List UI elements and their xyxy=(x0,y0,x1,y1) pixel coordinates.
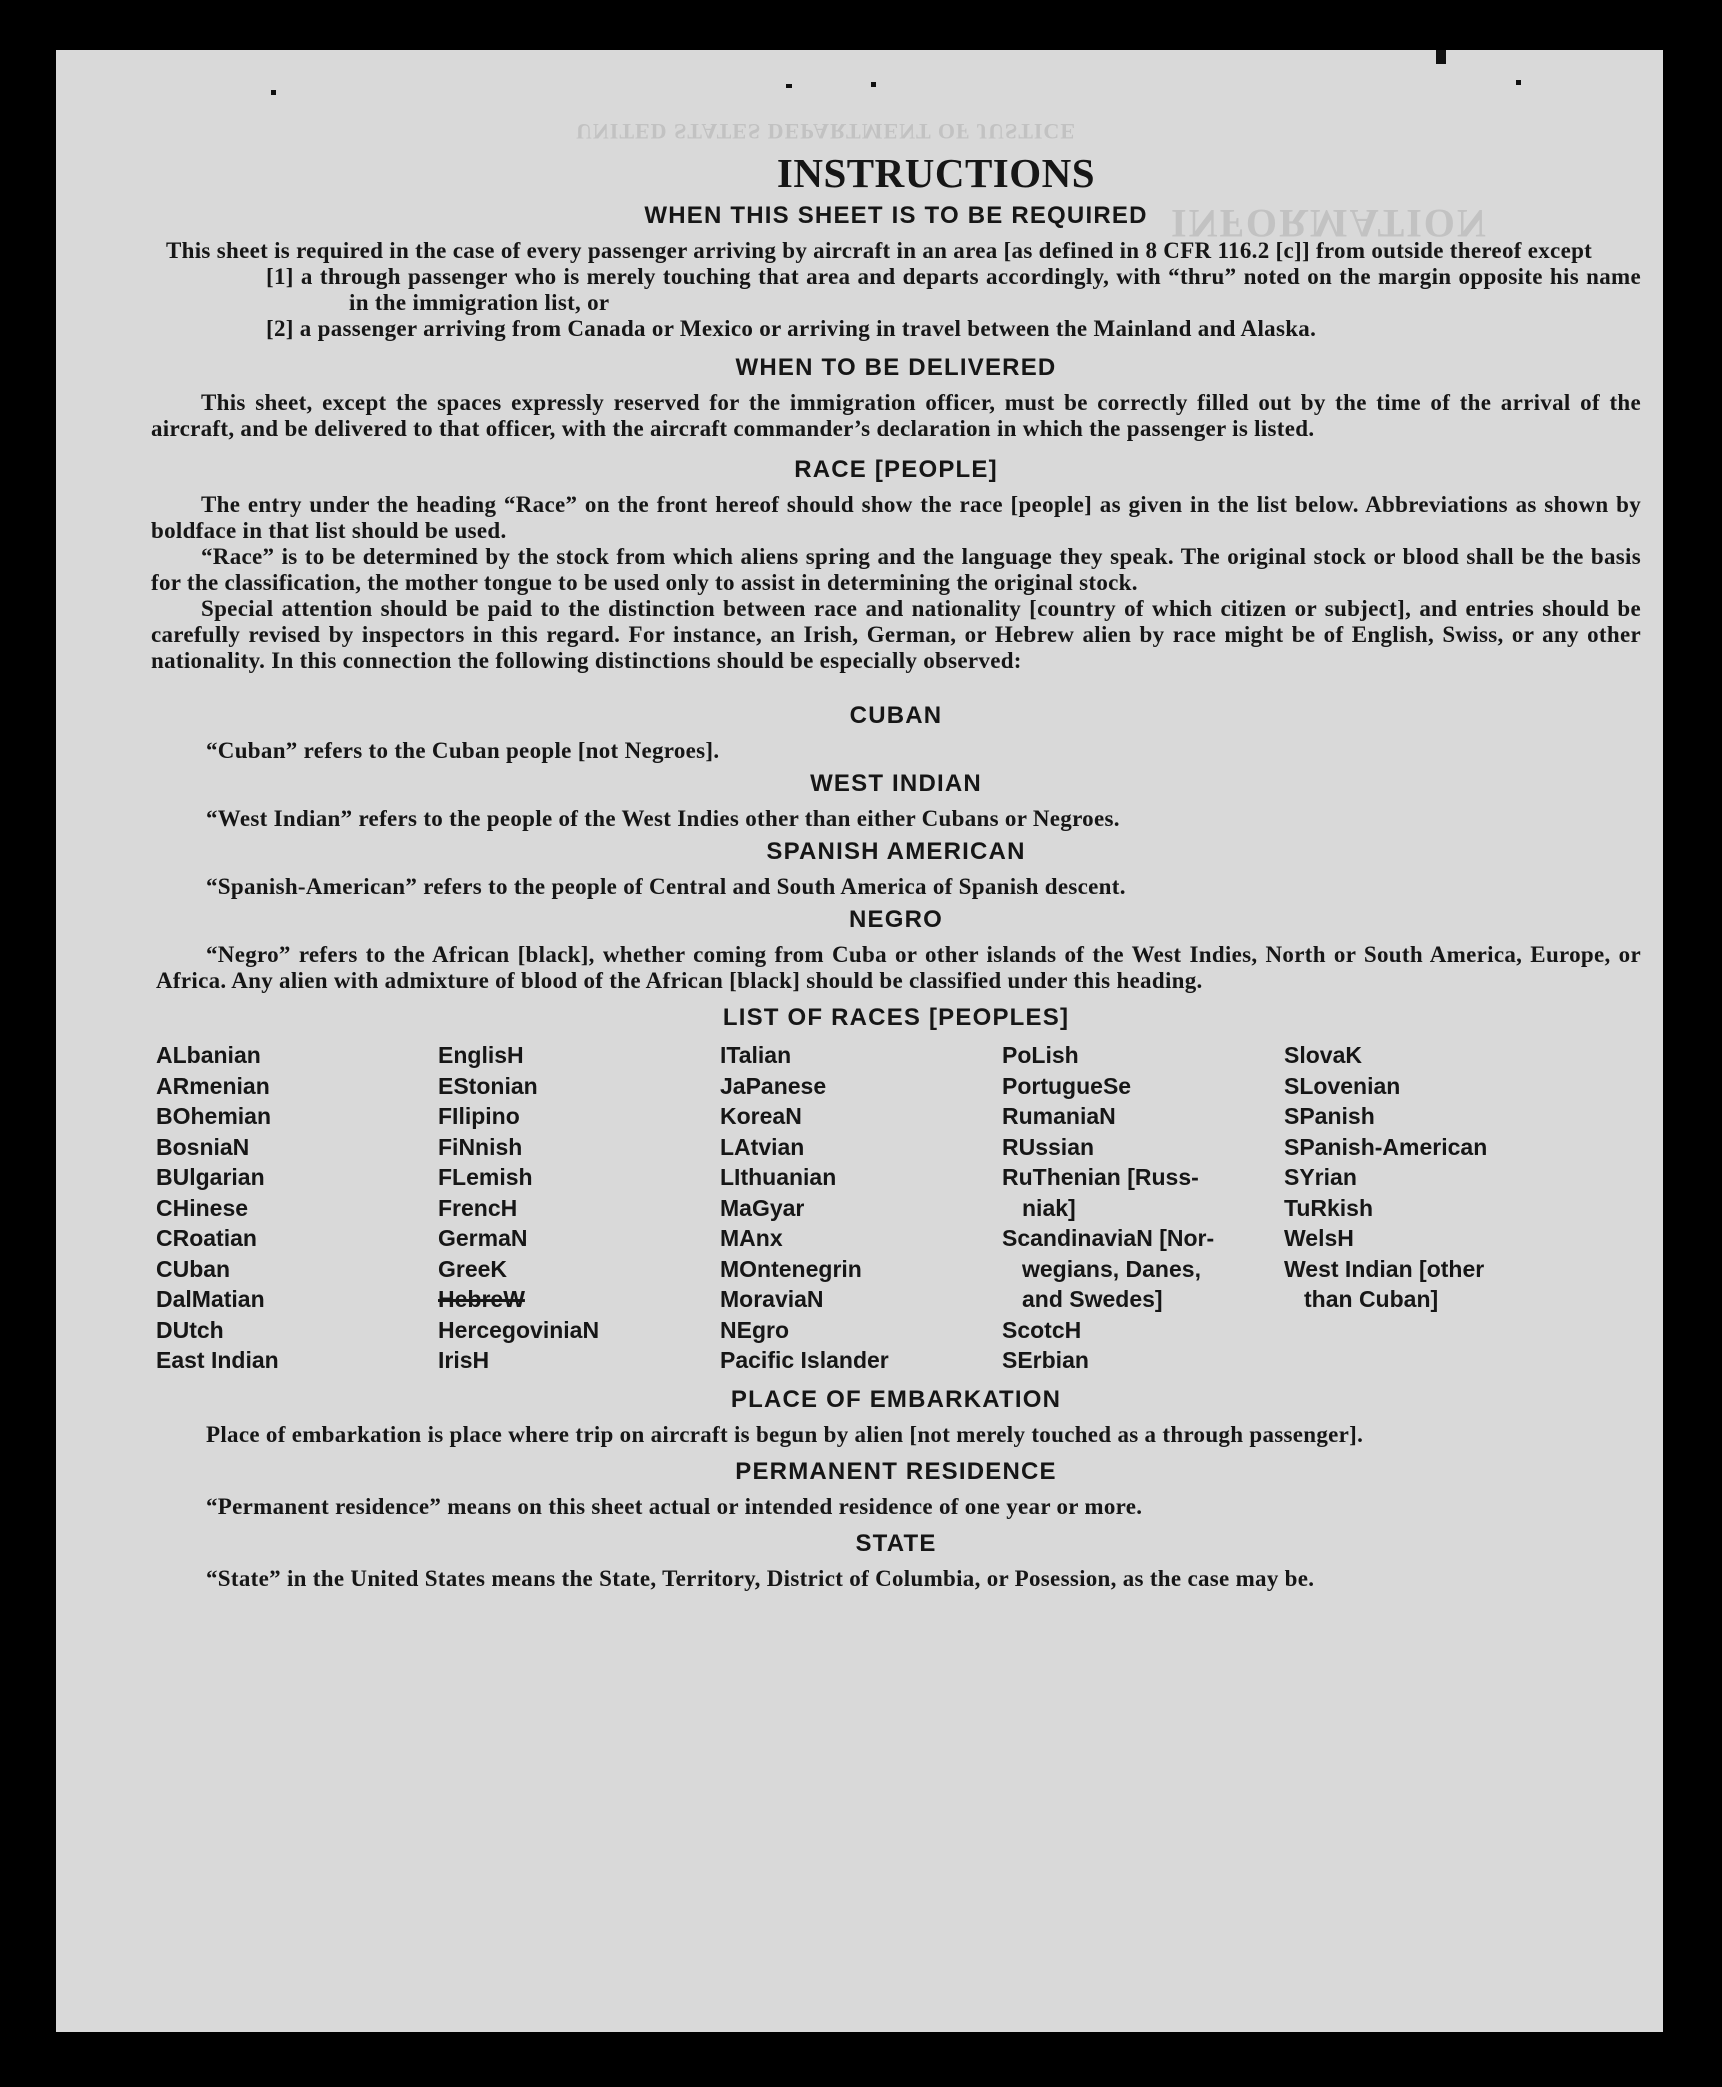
speck xyxy=(786,84,792,88)
race-list xyxy=(156,1040,1641,1376)
speck xyxy=(871,82,876,87)
bleed-through-title: INFORMATION xyxy=(1171,201,1488,246)
race-item: RUssian xyxy=(1002,1133,1095,1160)
race-item: EnglisH xyxy=(438,1042,524,1068)
race-item: SPanish xyxy=(1284,1103,1375,1129)
race-item-struck: HebreW xyxy=(438,1286,525,1312)
bleed-through-text: UNITED STATES DEPARTMENT OF JUSTICE xyxy=(576,119,1076,144)
race-item: DUtch xyxy=(156,1316,224,1343)
race-item: MaGyar xyxy=(720,1194,805,1221)
race-paragraph-1: The entry under the heading “Race” on the front hereof should show the race [people] as given in the list below. Abbreviations as shown by boldface in that list should be used. xyxy=(151,492,1641,543)
race-item: MoraviaN xyxy=(720,1286,824,1312)
embarkation-text: Place of embarkation is place where trip on aircraft is begun by alien [not merely touched as a through passenger]. xyxy=(206,1421,1364,1447)
heading-negro: NEGRO xyxy=(848,906,943,933)
race-item: TuRkish xyxy=(1284,1194,1374,1221)
page-title: INSTRUCTIONS xyxy=(776,150,1096,196)
instructions-body xyxy=(151,150,1641,1592)
exception-item-2: [2] a passenger arriving from Canada or Mexico or arriving in travel between the Mainland and Alaska. xyxy=(266,316,1317,341)
race-item: DalMatian xyxy=(156,1286,265,1312)
heading-when-delivered: WHEN TO BE DELIVERED xyxy=(735,354,1057,381)
race-item: HercegoviniaN xyxy=(438,1316,600,1343)
race-item: GermaN xyxy=(438,1225,528,1251)
heading-state: STATE xyxy=(855,1529,937,1557)
race-item: CUban xyxy=(156,1255,231,1282)
race-item: JaPanese xyxy=(720,1072,827,1099)
race-item: PoLish xyxy=(1002,1042,1079,1068)
west-indian-text: “West Indian” refers to the people of the West Indies other than either Cubans or Negroes. xyxy=(206,806,1120,831)
race-item: SErbian xyxy=(1002,1347,1089,1373)
race-item: LIthuanian xyxy=(720,1164,837,1190)
race-item: ScandinaviaN [Nor- xyxy=(1002,1225,1215,1251)
speck xyxy=(1436,50,1446,64)
race-item-continuation: wegians, Danes, xyxy=(1022,1255,1201,1282)
race-item: LAtvian xyxy=(720,1133,805,1160)
heading-spanish-american: SPANISH AMERICAN xyxy=(766,838,1026,865)
race-item: KoreaN xyxy=(720,1103,802,1129)
document-page xyxy=(56,50,1663,2032)
race-item-continuation: niak] xyxy=(1022,1194,1076,1221)
race-item: EStonian xyxy=(438,1072,538,1099)
race-item-continuation: and Swedes] xyxy=(1022,1286,1163,1312)
race-item: West Indian [other xyxy=(1284,1255,1485,1282)
race-item: MOntenegrin xyxy=(720,1255,862,1282)
spanish-american-text: “Spanish-American” refers to the people of Central and South America of Spanish descent. xyxy=(206,874,1126,899)
race-item: ALbanian xyxy=(156,1042,261,1068)
exception-item-1: [1] a through passenger who is merely touching that area and departs accordingly, with “thru” noted on the margin opposite his name in the immigration list, or xyxy=(266,264,1641,315)
race-item-continuation: than Cuban] xyxy=(1304,1286,1439,1312)
heading-cuban: CUBAN xyxy=(849,702,943,729)
race-item: RumaniaN xyxy=(1002,1103,1116,1129)
race-column-4 xyxy=(1002,1040,1284,1376)
race-item: SYrian xyxy=(1284,1164,1357,1190)
race-column-1 xyxy=(156,1040,438,1376)
race-item: NEgro xyxy=(720,1316,789,1343)
race-item: FiNnish xyxy=(438,1133,523,1160)
delivered-text: This sheet, except the spaces expressly reserved for the immigration officer, must be correctly filled out by the time of the arrival of the aircraft, and be delivered to that officer, with the aircraft commander’s declaration in which the passenger is listed. xyxy=(151,390,1641,441)
race-item: IrisH xyxy=(438,1347,490,1373)
heading-permanent-residence: PERMANENT RESIDENCE xyxy=(735,1457,1057,1485)
race-column-3 xyxy=(720,1040,1002,1376)
heading-place-of-embarkation: PLACE OF EMBARKATION xyxy=(730,1385,1062,1413)
heading-when-required: WHEN THIS SHEET IS TO BE REQUIRED xyxy=(644,202,1148,229)
race-item: FIlipino xyxy=(438,1103,520,1129)
race-column-5 xyxy=(1284,1040,1566,1376)
negro-text: “Negro” refers to the African [black], whether coming from Cuba or other islands of the West Indies, North or South America, Europe, or Africa. Any alien with admixture of blood of the African [black] should be classified under this heading. xyxy=(156,942,1641,993)
race-item: ITalian xyxy=(720,1042,792,1068)
race-item: FrencH xyxy=(438,1194,518,1221)
race-item: WelsH xyxy=(1284,1225,1354,1251)
speck xyxy=(1516,80,1521,85)
residence-text: “Permanent residence” means on this sheet actual or intended residence of one year or more. xyxy=(206,1493,1143,1519)
race-item: ARmenian xyxy=(156,1072,270,1099)
race-item: East Indian xyxy=(156,1347,279,1373)
race-paragraph-3: Special attention should be paid to the distinction between race and nationality [country of which citizen or subject], and entries should be carefully revised by inspectors in this regard. For instance, an Irish, German, or Hebrew alien by race might be of English, Swiss, or any other nationality. In this connection the following distinctions should be especially observed: xyxy=(151,596,1641,673)
heading-race: RACE [PEOPLE] xyxy=(794,456,998,483)
heading-west-indian: WEST INDIAN xyxy=(810,770,982,797)
race-item: GreeK xyxy=(438,1255,508,1282)
race-item: PortugueSe xyxy=(1002,1072,1132,1099)
race-paragraph-2: “Race” is to be determined by the stock from which aliens spring and the language they speak. The original stock or blood shall be the basis for the classification, the mother tongue to be used only to assist in determining the original stock. xyxy=(151,544,1641,595)
race-item: SPanish-American xyxy=(1284,1133,1488,1160)
cuban-text: “Cuban” refers to the Cuban people [not Negroes]. xyxy=(206,738,720,763)
race-column-2 xyxy=(438,1040,720,1376)
speck xyxy=(271,90,276,95)
race-item: CHinese xyxy=(156,1194,249,1221)
race-item: SlovaK xyxy=(1284,1042,1362,1068)
race-item: BosniaN xyxy=(156,1133,250,1160)
race-item: CRoatian xyxy=(156,1225,257,1251)
state-text: “State” in the United States means the State, Territory, District of Columbia, or Posession, as the case may be. xyxy=(206,1565,1315,1591)
race-item: ScotcH xyxy=(1002,1316,1082,1343)
required-intro: This sheet is required in the case of every passenger arriving by aircraft in an area [as defined in 8 CFR 116.2 [c]] from outside thereof except xyxy=(166,238,1593,263)
race-item: BOhemian xyxy=(156,1103,272,1129)
heading-list-of-races: LIST OF RACES [PEOPLES] xyxy=(722,1004,1070,1031)
race-item: BUlgarian xyxy=(156,1164,265,1190)
race-item: Pacific Islander xyxy=(720,1347,889,1373)
race-item: RuThenian [Russ- xyxy=(1002,1164,1199,1190)
race-item: FLemish xyxy=(438,1164,533,1190)
race-item: MAnx xyxy=(720,1225,783,1251)
race-item: SLovenian xyxy=(1284,1072,1401,1099)
